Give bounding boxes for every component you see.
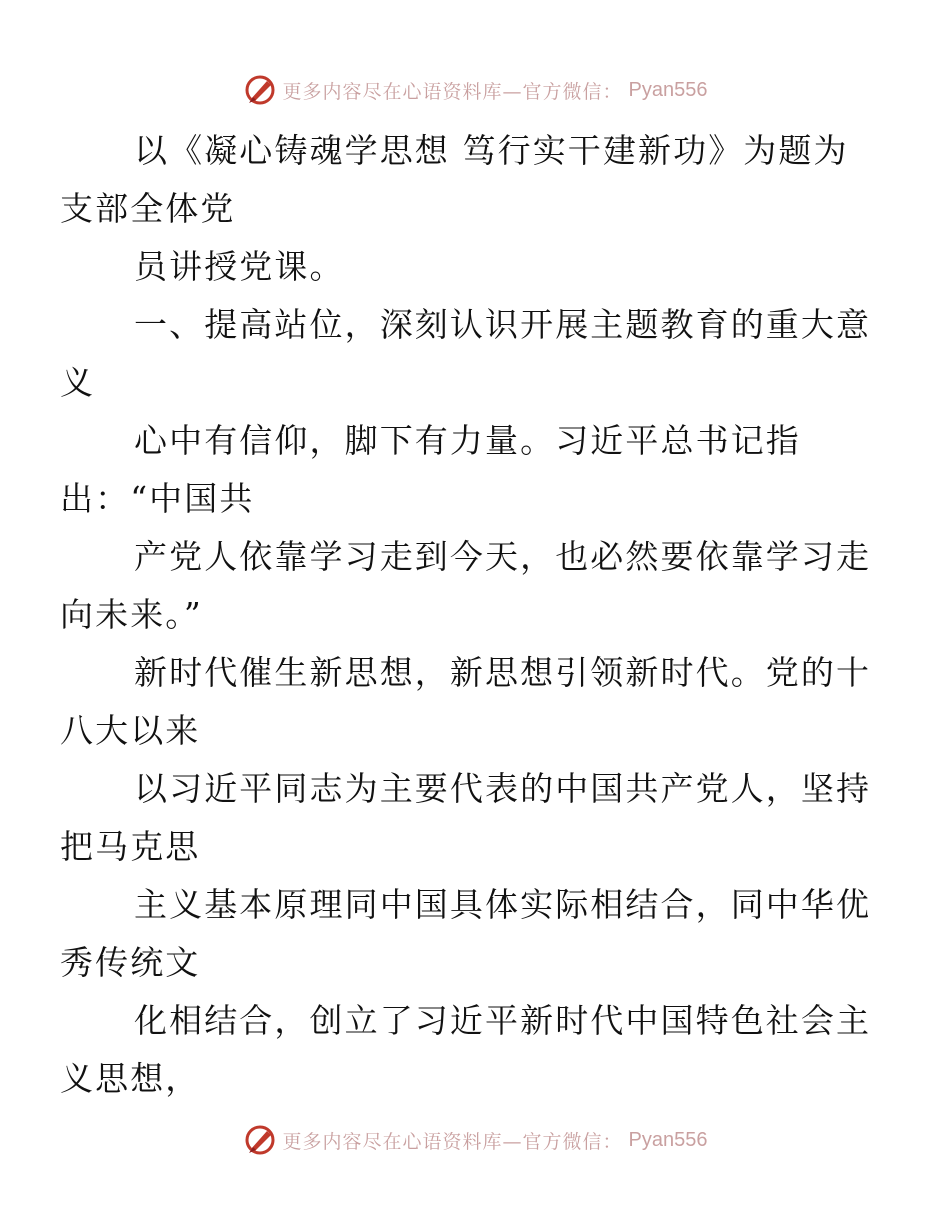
body-line: 支部全体党: [60, 189, 236, 228]
body-line: 八大以来: [60, 711, 201, 750]
body-line: 秀传统文: [60, 943, 201, 982]
body-line: 以习近平同志为主要代表的中国共产党人，坚持: [134, 769, 872, 808]
body-line: 义思想，: [60, 1059, 201, 1098]
body-line: 化相结合，创立了习近平新时代中国特色社会主: [134, 1001, 872, 1040]
body-line: 员讲授党课。: [134, 247, 345, 286]
paragraph-1: [60, 122, 857, 238]
paragraph-5: [60, 644, 872, 760]
pen-logo-icon: [243, 1123, 277, 1157]
footer-banner-wechat-id: Pyan556: [628, 1128, 708, 1151]
document-body: [60, 122, 872, 1108]
body-line: 以《凝心铸魂学思想 笃行实干建新功》为题为: [134, 131, 849, 170]
paragraph-6: [60, 760, 872, 876]
body-line: 心中有信仰，脚下有力量。习近平总书记指: [134, 421, 801, 460]
header-banner: [0, 72, 950, 108]
body-line: 把马克思: [60, 827, 201, 866]
body-line: 出：“中国共: [60, 479, 255, 518]
body-line: 新时代催生新思想，新思想引领新时代。党的十: [134, 653, 872, 692]
body-line: 义: [60, 363, 96, 402]
section-heading: [60, 296, 872, 412]
pen-logo-icon: [243, 73, 277, 107]
body-line: 一、提高站位，深刻认识开展主题教育的重大意: [134, 305, 872, 344]
paragraph-8: [60, 992, 872, 1108]
header-banner-text: 更多内容尽在心语资料库—官方微信：: [282, 80, 623, 103]
paragraph-2: [97, 238, 857, 296]
footer-banner-text: 更多内容尽在心语资料库—官方微信：: [282, 1130, 623, 1153]
paragraph-3: [60, 412, 857, 528]
header-banner-wechat-id: Pyan556: [628, 78, 708, 101]
body-line: 主义基本原理同中国具体实际相结合，同中华优: [134, 885, 872, 924]
footer-banner: [0, 1122, 950, 1158]
paragraph-7: [60, 876, 872, 992]
paragraph-4: [60, 528, 872, 644]
body-line: 向未来。”: [60, 595, 203, 634]
body-line: 产党人依靠学习走到今天，也必然要依靠学习走: [134, 537, 872, 576]
